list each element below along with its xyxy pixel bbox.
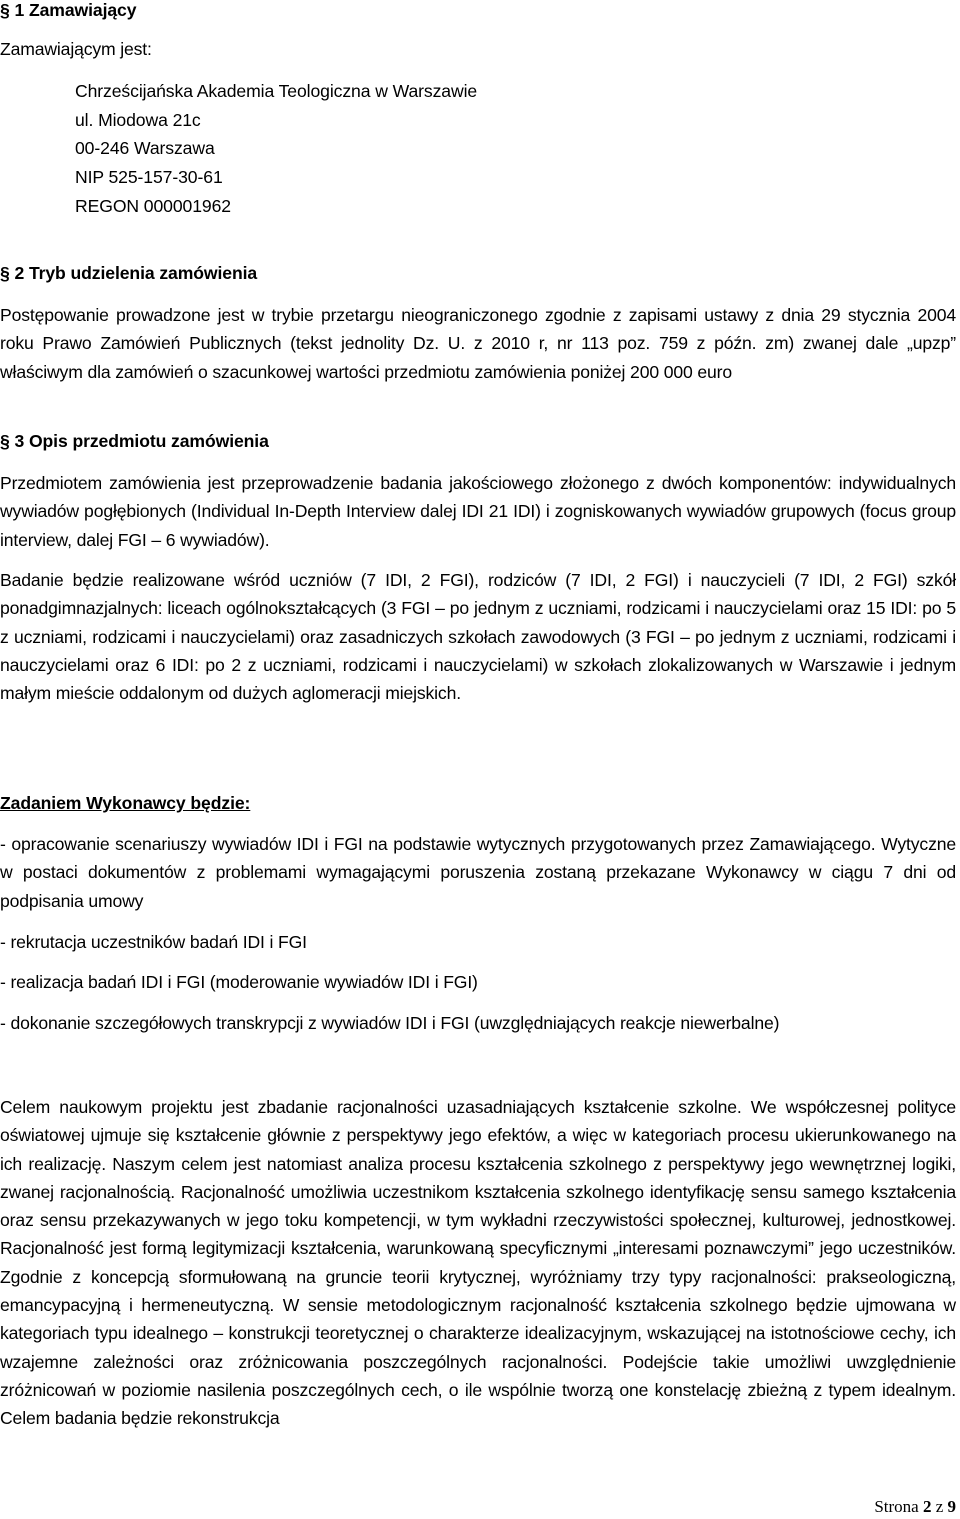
task-item-scenarios: - opracowanie scenariuszy wywiadów IDI i FGI na podstawie wytycznych przygotowanych przez Zamawiającego. Wytyczne w postaci dokumentów z problemami wymagającymi poruszenia zostaną przekazane Wykonawcy w ciągu 7 dni od podpisania umowy [0, 834, 956, 911]
task-item-realization: - realizacja badań IDI i FGI (moderowanie wywiadów IDI i FGI) [0, 972, 478, 992]
address-institution: Chrześcijańska Akademia Teologiczna w Warszawie [75, 81, 478, 101]
page-number-current: 2 [922, 1497, 932, 1516]
page-number [874, 1497, 956, 1517]
address-regon: REGON 000001962 [75, 195, 231, 216]
address-street: ul. Miodowa 21c [75, 109, 201, 130]
section-3-paragraph-1: Przedmiotem zamówienia jest przeprowadzenie badania jakościowego złożonego z dwóch komponentów: indywidualnych wywiadów pogłębionych (Individual In-Depth Interview dalej IDI 21 IDI) i zogniskowanych wywiadów grupowych (focus group interview, dalej FGI – 6 wywiadów). [0, 473, 956, 550]
section-3-heading: § 3 Opis przedmiotu zamówienia [0, 431, 269, 451]
address-city: 00-246 Warszawa [75, 138, 215, 159]
section-1-heading: § 1 Zamawiający [0, 0, 137, 20]
page-number-total: 9 [947, 1497, 956, 1516]
address-nip: NIP 525-157-30-61 [75, 167, 223, 188]
page-number-prefix: Strona [874, 1497, 919, 1516]
research-goal-paragraph: Celem naukowym projektu jest zbadanie racjonalności uzasadniających kształcenie szkolne. We współczesnej polityce oświatowej ujmuje się kształcenie głównie z perspektywy jego efektów, a więc w kategoriach procesu ukierunkowanego na ich realizację. Naszym celem jest natomiast analiza procesu kształcenia szkolnego z perspektywy jego wewnętrznej logiki, zwanej racjonalnością. Racjonalność umożliwia uczestnikom kształcenia szkolnego identyfikację sensu samego kształcenia oraz sensu przekazywanych w jego toku kompetencji, w tym wykładni rzeczywistości społecznej, kulturowej, jednostkowej. Racjonalność jest formą legitymizacji kształcenia, warunkowaną specyficznymi „interesami poznawczymi” jego uczestników. Zgodnie z koncepcją sformułowaną na gruncie teorii krytycznej, wyróżniamy trzy typy racjonalności: prakseologiczną, emancypacyjną i hermeneutyczną. W sensie metodologicznym racjonalność kształcenia szkolnego będzie ujmowana w kategoriach typu idealnego – konstrukcji teoretycznej o charakterze idealizacyjnym, wskazującej na istotnościowe cechy, ich wzajemne zależności oraz zróżnicowania poszczególnych racjonalności. Podejście takie umożliwi uwzględnienie zróżnicowań w poziomie nasilenia poszczególnych cech, o ile wspólnie tworzą one konstelację zbieżną z typem idealnym. Celem badania będzie rekonstrukcja [0, 1097, 956, 1429]
section-2-heading: § 2 Tryb udzielenia zamówienia [0, 263, 258, 283]
tasks-heading: Zadaniem Wykonawcy będzie: [0, 793, 251, 813]
section-3-paragraph-2: Badanie będzie realizowane wśród uczniów (7 IDI, 2 FGI), rodziców (7 IDI, 2 FGI) i nauczycieli (7 IDI, 2 FGI) szkół ponadgimnazjalnych: liceach ogólnokształcących (3 FGI – po jednym z uczniami, rodzicami i nauczycielami oraz 15 IDI: po 5 z uczniami, rodzicami i nauczycielami) oraz zasadniczych szkołach zawodowych (3 FGI – po jednym z uczniami, rodzicami i nauczycielami oraz 6 IDI: po 2 z uczniami, rodzicami i nauczycielami) w szkołach zlokalizowanych w Warszawie i jednym małym mieście oddalonym od dużych aglomeracji miejskich. [0, 570, 956, 704]
task-item-transcription: - dokonanie szczegółowych transkrypcji z wywiadów IDI i FGI (uwzględniających reakcje niewerbalne) [0, 1013, 780, 1033]
page-number-separator: z [935, 1497, 944, 1516]
section-1-intro: Zamawiającym jest: [0, 39, 152, 59]
address-block [75, 77, 477, 221]
section-2-text: Postępowanie prowadzone jest w trybie przetargu nieograniczonego zgodnie z zapisami ustawy z dnia 29 stycznia 2004 roku Prawo Zamówień Publicznych (tekst jednolity Dz. U. z 2010 r, nr 113 poz. 759 z późn. zm) zwanej dale „upzp” właściwym dla zamówień o szacunkowej wartości przedmiotu zamówienia poniżej 200 000 euro [0, 305, 956, 382]
task-item-recruitment: - rekrutacja uczestników badań IDI i FGI [0, 932, 307, 952]
